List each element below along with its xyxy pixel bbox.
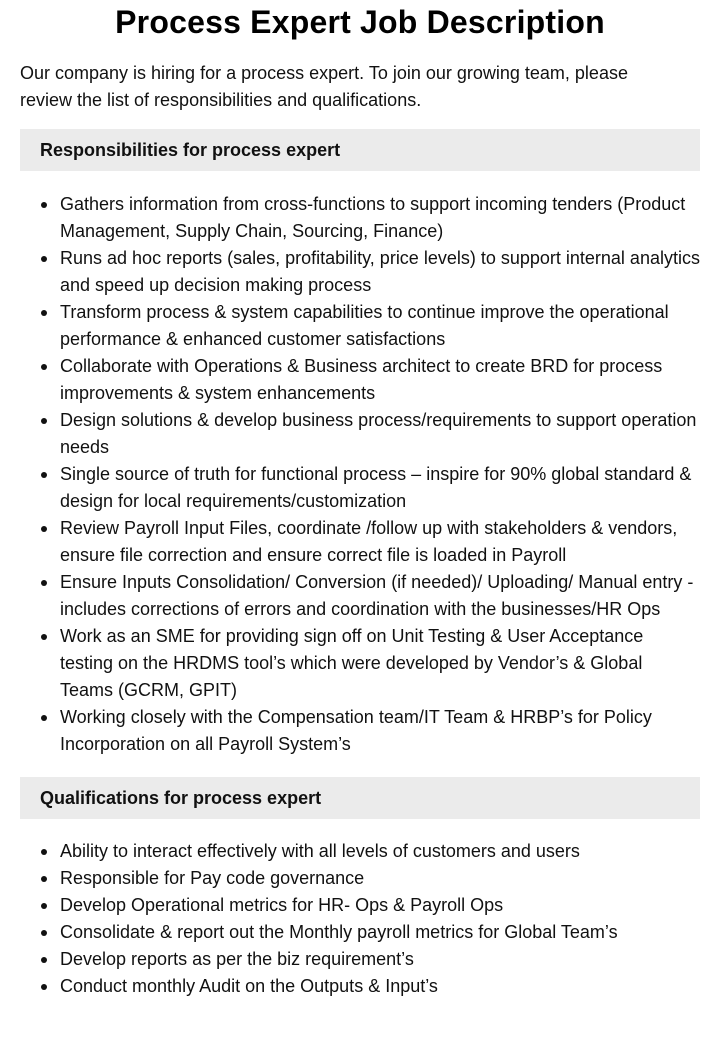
bullet-icon (41, 472, 47, 478)
qualifications-list (20, 838, 700, 1000)
list-item-text: Design solutions & develop business process/requirements to support operation needs (60, 410, 697, 457)
bullet-icon (41, 634, 47, 640)
list-item-text: Responsible for Pay code governance (60, 868, 365, 888)
list-item (60, 623, 700, 704)
list-item (60, 407, 700, 461)
responsibilities-heading: Responsibilities for process expert (20, 129, 700, 171)
list-item (60, 946, 700, 973)
bullet-icon (41, 364, 47, 370)
bullet-icon (41, 418, 47, 424)
list-item (60, 299, 700, 353)
list-item-text: Develop Operational metrics for HR- Ops & Payroll Ops (60, 895, 504, 915)
list-item-text: Ensure Inputs Consolidation/ Conversion (if needed)/ Uploading/ Manual entry - includes corrections of errors and coordination with the businesses/HR Ops (60, 572, 694, 619)
bullet-icon (41, 903, 47, 909)
list-item (60, 515, 700, 569)
list-item-text: Single source of truth for functional process – inspire for 90% global standard & design for local requirements/customization (60, 464, 692, 511)
bullet-icon (41, 715, 47, 721)
list-item (60, 892, 700, 919)
bullet-icon (41, 957, 47, 963)
list-item (60, 461, 700, 515)
qualifications-heading: Qualifications for process expert (20, 777, 700, 819)
bullet-icon (41, 876, 47, 882)
list-item (60, 353, 700, 407)
bullet-icon (41, 849, 47, 855)
page-title: Process Expert Job Description (115, 4, 605, 40)
list-item (60, 191, 700, 245)
list-item-text: Collaborate with Operations & Business architect to create BRD for process improvements & system enhancements (60, 356, 663, 403)
list-item-text: Working closely with the Compensation team/IT Team & HRBP’s for Policy Incorporation on all Payroll System’s (60, 707, 652, 754)
bullet-icon (41, 580, 47, 586)
responsibilities-list (20, 191, 700, 758)
bullet-icon (41, 310, 47, 316)
list-item (60, 569, 700, 623)
list-item (60, 973, 700, 1000)
intro-paragraph: Our company is hiring for a process expert. To join our growing team, please review the list of responsibilities and qualifications. (20, 63, 628, 110)
list-item-text: Gathers information from cross-functions to support incoming tenders (Product Management, Supply Chain, Sourcing, Finance) (60, 194, 686, 241)
list-item-text: Develop reports as per the biz requirement’s (60, 949, 414, 969)
list-item-text: Consolidate & report out the Monthly payroll metrics for Global Team’s (60, 922, 618, 942)
bullet-icon (41, 202, 47, 208)
bullet-icon (41, 984, 47, 990)
list-item-text: Ability to interact effectively with all levels of customers and users (60, 841, 580, 861)
bullet-icon (41, 256, 47, 262)
bullet-icon (41, 526, 47, 532)
list-item-text: Review Payroll Input Files, coordinate /follow up with stakeholders & vendors, ensure file correction and ensure correct file is loaded in Payroll (60, 518, 678, 565)
list-item-text: Conduct monthly Audit on the Outputs & Input’s (60, 976, 438, 996)
list-item-text: Transform process & system capabilities to continue improve the operational performance & enhanced customer satisfactions (60, 302, 669, 349)
bullet-icon (41, 930, 47, 936)
list-item (60, 838, 700, 865)
list-item-text: Runs ad hoc reports (sales, profitability, price levels) to support internal analytics and speed up decision making process (60, 248, 700, 295)
list-item (60, 245, 700, 299)
list-item (60, 919, 700, 946)
list-item (60, 865, 700, 892)
list-item (60, 704, 700, 758)
list-item-text: Work as an SME for providing sign off on Unit Testing & User Acceptance testing on the HRDMS tool’s which were developed by Vendor’s & Global Teams (GCRM, GPIT) (60, 626, 644, 700)
